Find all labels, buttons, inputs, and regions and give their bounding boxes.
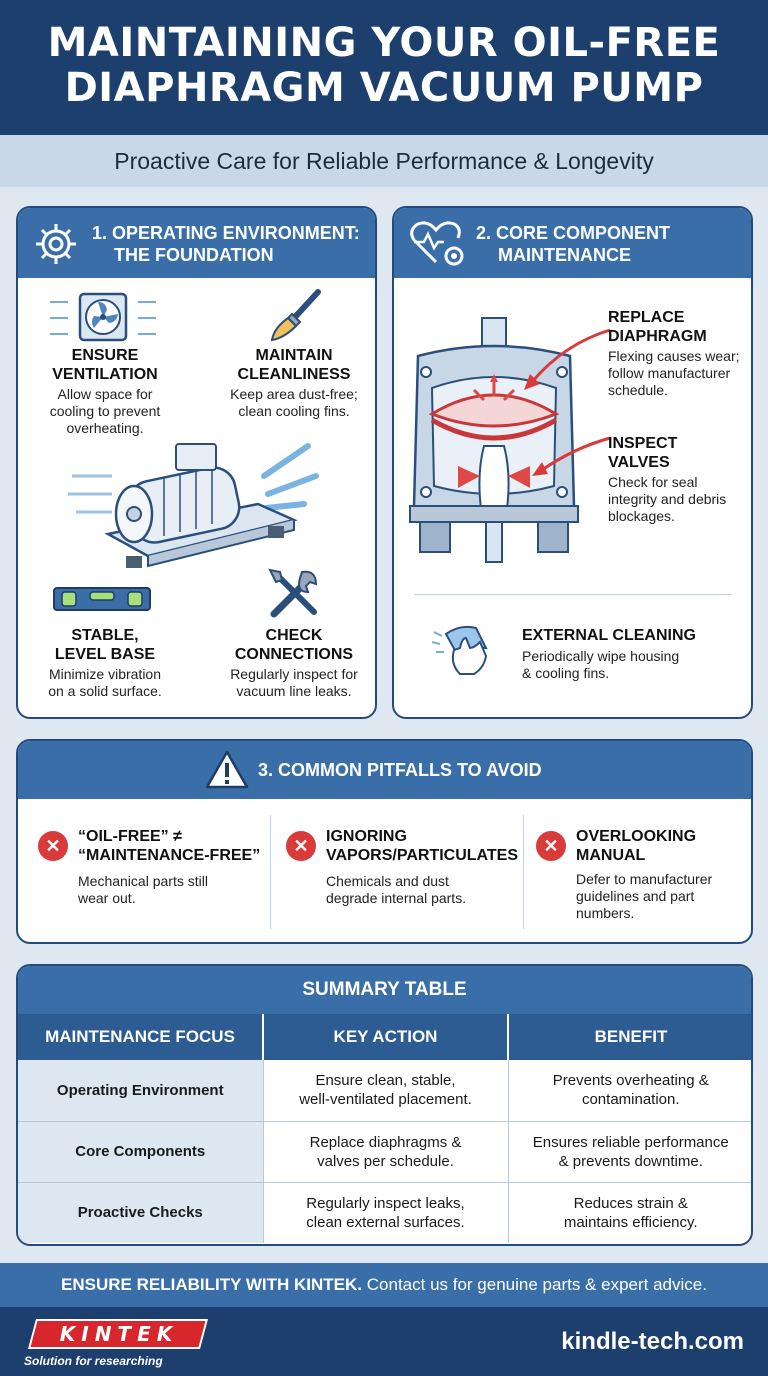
external-cleaning-desc: Periodically wipe housing & cooling fins. [522, 648, 680, 681]
pitfall-oil-free-title: “OIL-FREE” ≠ “MAINTENANCE-FREE” [78, 828, 261, 864]
ventilation-desc: Allow space for cooling to prevent overheating. [49, 386, 161, 436]
summary-table-panel [16, 964, 753, 1246]
x-circle-icon: ✕ [38, 831, 68, 861]
column-header: BENEFIT [508, 1014, 753, 1060]
benefit-cell: Reduces strain & maintains efficiency. [563, 1194, 698, 1231]
section-header [394, 208, 751, 278]
gear-icon [32, 220, 82, 268]
pitfall-oil-free-desc: Mechanical parts still wear out. [78, 873, 208, 906]
cta-bold-text: ENSURE RELIABILITY WITH KINTEK. [61, 1275, 363, 1294]
action-cell: Replace diaphragms & valves per schedule. [263, 1121, 508, 1182]
table-row [18, 1121, 753, 1182]
title-line-2: DIAPHRAGM VACUUM PUMP [64, 65, 704, 111]
website-link[interactable]: kindle-tech.com [561, 1328, 744, 1355]
action-cell: Regularly inspect leaks, clean external surfaces. [263, 1182, 508, 1243]
fan-icon [48, 290, 158, 346]
diaphragm-title: REPLACE DIAPHRAGM [608, 309, 707, 345]
section-header [18, 741, 751, 799]
section-pitfalls [16, 739, 753, 944]
section-title: 1. OPERATING ENVIRONMENT: THE FOUNDATION [92, 223, 360, 265]
table-row [18, 1182, 753, 1243]
table-header-row [18, 1014, 753, 1060]
action-cell: Ensure clean, stable, well-ventilated placement. [263, 1060, 508, 1121]
pitfall-manual-title: OVERLOOKING MANUAL [576, 828, 697, 864]
divider [270, 815, 271, 929]
title-line-1: MAINTAINING YOUR OIL-FREE [47, 20, 721, 66]
pitfall-vapors-title: IGNORING VAPORS/PARTICULATES [326, 828, 519, 864]
heart-gear-icon [408, 218, 470, 270]
cta-text: Contact us for genuine parts & expert advice. [362, 1275, 707, 1294]
cta-banner[interactable] [0, 1263, 768, 1307]
benefit-cell: Prevents overheating & contamination. [508, 1060, 753, 1121]
valves-desc: Check for seal integrity and debris blockages. [608, 474, 727, 524]
page-title [0, 0, 768, 111]
section-title: 3. COMMON PITFALLS TO AVOID [258, 760, 542, 780]
table-row [18, 1060, 753, 1121]
focus-cell: Core Components [18, 1121, 263, 1182]
connections-desc: Regularly inspect for vacuum line leaks. [230, 666, 358, 699]
divider [523, 815, 524, 929]
level-icon [52, 582, 152, 614]
connections-title: CHECK CONNECTIONS [234, 627, 354, 663]
kintek-logo: KINTEK [59, 1322, 179, 1346]
section-header [18, 208, 375, 278]
x-circle-icon: ✕ [536, 831, 566, 861]
section-core-components [392, 206, 753, 719]
focus-cell: Operating Environment [18, 1060, 263, 1121]
column-header: MAINTENANCE FOCUS [18, 1014, 263, 1060]
pitfall-manual-desc: Defer to manufacturer guidelines and part numbers. [576, 871, 713, 921]
pump-motor-illustration [68, 416, 328, 576]
brush-icon [266, 288, 326, 344]
summary-table [18, 1014, 753, 1243]
logo-tagline: Solution for researching [24, 1354, 163, 1368]
warning-icon [204, 749, 250, 791]
summary-title: SUMMARY TABLE [18, 966, 751, 1014]
level-base-desc: Minimize vibration on a solid surface. [48, 666, 162, 699]
ventilation-title: ENSURE VENTILATION [52, 347, 158, 383]
footer [0, 1307, 768, 1376]
valves-title: INSPECT VALVES [608, 435, 678, 471]
page-subtitle: Proactive Care for Reliable Performance & Longevity [0, 135, 768, 187]
pitfall-vapors-desc: Chemicals and dust degrade internal parts. [326, 873, 467, 906]
section-operating-environment [16, 206, 377, 719]
section-title: 2. CORE COMPONENT MAINTENANCE [476, 223, 671, 265]
focus-cell: Proactive Checks [18, 1182, 263, 1243]
page-header [0, 0, 768, 135]
cleanliness-desc: Keep area dust-free; clean cooling fins. [230, 386, 358, 419]
tools-icon [266, 566, 322, 622]
callout-arrows [514, 324, 614, 484]
external-cleaning-title: EXTERNAL CLEANING [522, 627, 696, 644]
column-header: KEY ACTION [263, 1014, 508, 1060]
wipe-icon [430, 618, 496, 680]
benefit-cell: Ensures reliable performance & prevents downtime. [508, 1121, 753, 1182]
diaphragm-desc: Flexing causes wear; follow manufacturer schedule. [608, 348, 740, 398]
x-circle-icon: ✕ [286, 831, 316, 861]
divider [414, 594, 732, 595]
cleanliness-title: MAINTAIN CLEANLINESS [237, 347, 351, 383]
level-base-title: STABLE, LEVEL BASE [54, 627, 156, 663]
